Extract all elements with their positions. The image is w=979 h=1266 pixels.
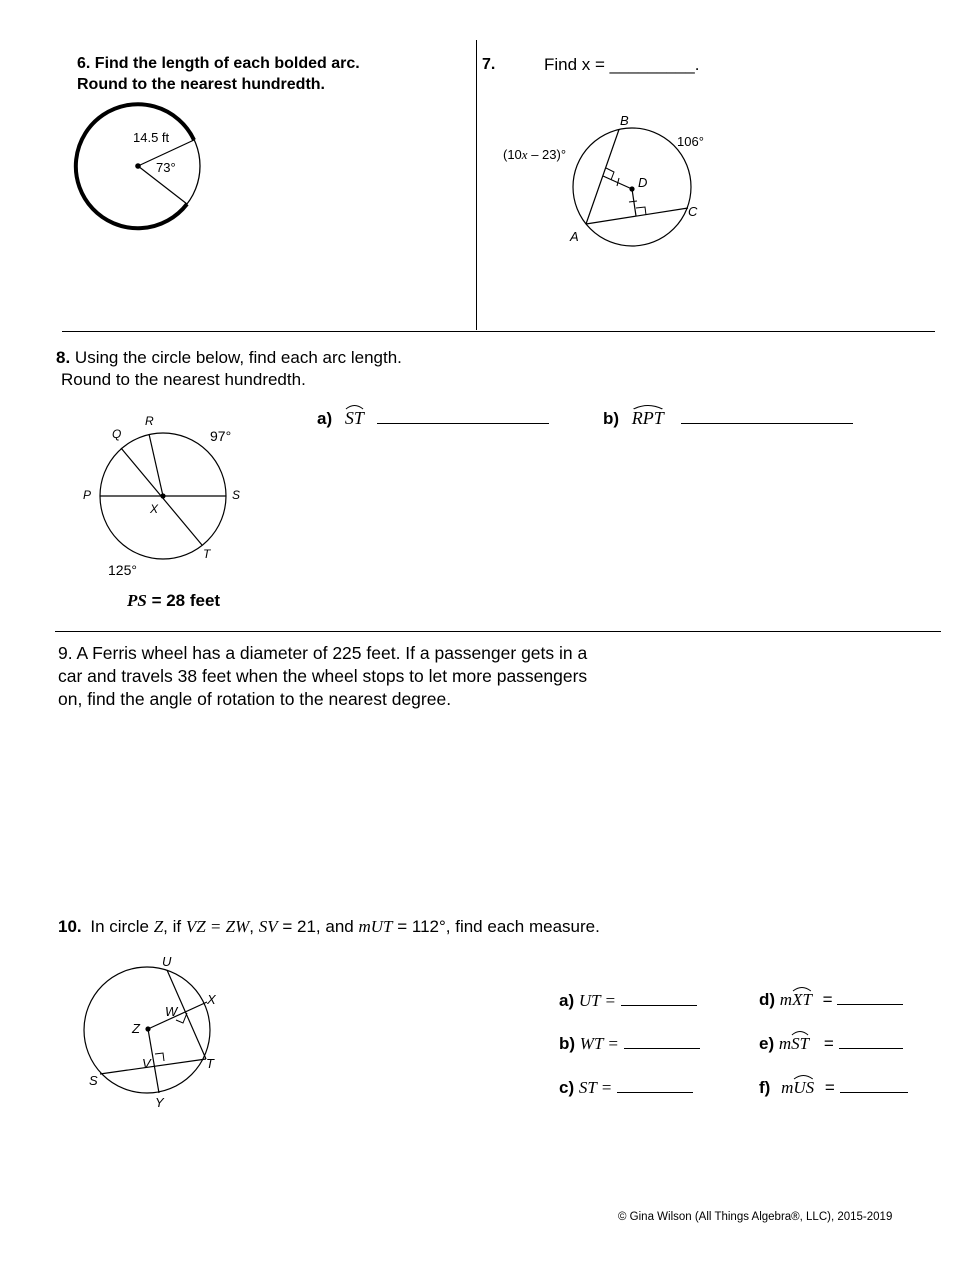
q7-prompt: Find x = _________. [544, 55, 700, 74]
q10-part-a [559, 991, 697, 1011]
q7-point-a: A [570, 229, 579, 244]
q10-label-v: V [142, 1056, 151, 1071]
q10-circle-diagram [80, 950, 230, 1115]
q10-part-f-answer-blank[interactable] [840, 1092, 908, 1093]
q10-part-d-m: m [779, 990, 793, 1009]
q7-tick-2 [629, 201, 637, 202]
q7-point-b: B [620, 113, 629, 128]
q7-circle-diagram [495, 110, 725, 250]
q8-part-b-answer-blank[interactable] [681, 423, 853, 424]
q7-point-c: C [688, 204, 698, 219]
q7-chord-ab [586, 130, 619, 225]
q8-part-b [603, 408, 853, 429]
q7-right-angle-2 [636, 207, 646, 215]
q10-part-b [559, 1034, 700, 1054]
q10-part-f [759, 1078, 908, 1098]
footer-copyright: © Gina Wilson (All Things Algebra®, LLC), 2015-2019 [618, 1211, 893, 1223]
q8-prompt-line1 [56, 348, 402, 368]
q10-segment-zx [148, 1002, 207, 1029]
q9-line3: on, find the angle of rotation to the nearest degree. [58, 689, 452, 709]
q8-label-125: 125° [108, 562, 137, 578]
q8-part-b-arc [632, 408, 664, 429]
q10-part-d-eq: = [822, 990, 833, 1009]
q7-number: 7. [482, 56, 496, 73]
q10-eq1: VZ = ZW [185, 917, 250, 936]
q6-heading-line1: 6. Find the length of each bolded arc. [77, 55, 360, 72]
q8-part-a-label: a) [317, 409, 333, 428]
q10-right-angle-v [155, 1053, 164, 1061]
q10-prompt-if: , if [163, 917, 182, 936]
q10-label-s: S [89, 1073, 98, 1088]
q10-part-e-arc-text: ST [791, 1034, 810, 1053]
q9-text [58, 642, 698, 711]
q10-eq2-var: SV [258, 917, 278, 936]
q10-part-d-label: d) [759, 990, 776, 1009]
q8-part-a-answer-blank[interactable] [377, 423, 549, 424]
q10-part-e-label: e) [759, 1034, 775, 1053]
q8-center-dot [160, 493, 165, 498]
q10-part-d-answer-blank[interactable] [837, 1004, 903, 1005]
q6-center-dot [135, 163, 141, 169]
q8-prompt-line2: Round to the nearest hundredth. [61, 370, 306, 389]
q8-label-p: P [83, 488, 92, 502]
q10-number: 10. [58, 917, 82, 936]
divider-top [62, 331, 935, 332]
q9-number: 9. [58, 643, 73, 663]
q10-prompt-pre: In circle [90, 917, 149, 936]
q8-label-r: R [145, 414, 154, 428]
q6-bold-arc [76, 104, 194, 228]
q8-ps-var: PS [127, 591, 147, 610]
q8-label-q: Q [112, 427, 122, 441]
q6-angle-label: 73° [156, 160, 176, 175]
q10-part-b-expr: WT = [579, 1034, 619, 1053]
q10-part-f-arc-text: US [793, 1078, 815, 1097]
q10-label-w: W [165, 1004, 178, 1019]
q10-part-e-arc [791, 1034, 809, 1054]
q10-part-a-expr: UT = [578, 991, 617, 1010]
q6-heading-line2: Round to the nearest hundredth. [77, 76, 325, 93]
q8-number: 8. [56, 348, 71, 367]
q8-ps-value: = 28 feet [151, 591, 221, 610]
q10-part-d-arc [792, 990, 812, 1010]
q9-line1 [58, 642, 698, 665]
arc-symbol-icon [792, 984, 812, 992]
q10-part-d-arc-text: XT [792, 990, 812, 1009]
q10-eq3-val: = 112°, find each measure. [397, 917, 600, 936]
q8-label-t: T [203, 547, 211, 561]
q10-part-e-answer-blank[interactable] [839, 1048, 903, 1049]
q10-part-d [759, 990, 903, 1010]
q8-label-97: 97° [210, 428, 232, 444]
q10-center-dot [145, 1026, 150, 1031]
q8-part-a [317, 408, 549, 429]
q10-right-angle-w [176, 1013, 187, 1023]
q8-label-s: S [232, 488, 241, 502]
q10-part-e-eq: = [823, 1034, 834, 1053]
q10-part-f-m: m [781, 1078, 794, 1097]
q10-eq3-var: mUT [358, 917, 393, 936]
arc-symbol-icon [632, 402, 664, 410]
arc-symbol-icon [793, 1072, 814, 1080]
q7-label-expr: (10x – 23)° [503, 147, 567, 162]
q8-prompt-text1: Using the circle below, find each arc length. [74, 348, 402, 367]
q10-label-u: U [162, 954, 172, 969]
q10-label-x: X [207, 992, 216, 1007]
q10-part-f-eq: = [824, 1078, 835, 1097]
q10-part-e-m: m [778, 1034, 792, 1053]
q8-label-x: X [150, 502, 159, 516]
q7-chord-ac [586, 208, 688, 224]
q10-part-c [559, 1078, 693, 1098]
q8-given [127, 591, 220, 611]
q10-label-t: T [206, 1056, 214, 1071]
q10-label-y: Y [155, 1095, 164, 1110]
q10-part-a-label: a) [559, 991, 575, 1010]
q7-point-d: D [638, 175, 648, 190]
q10-part-c-answer-blank[interactable] [617, 1092, 693, 1093]
q10-part-f-label: f) [759, 1078, 771, 1097]
arc-symbol-icon [791, 1028, 809, 1036]
arc-symbol-icon [345, 402, 364, 410]
q7-center-dot [629, 186, 634, 191]
q8-circle-diagram [75, 405, 275, 585]
q8-part-b-arc-text: RPT [631, 408, 664, 428]
q10-circle-var: Z [153, 917, 164, 936]
q10-part-b-answer-blank[interactable] [624, 1048, 700, 1049]
q8-part-b-label: b) [603, 409, 620, 428]
divider-vertical [476, 40, 477, 330]
q10-sep1: , [249, 917, 255, 936]
q10-prompt [58, 917, 600, 937]
divider-middle [55, 631, 941, 632]
q10-part-b-label: b) [559, 1034, 576, 1053]
q10-part-f-arc [793, 1078, 814, 1098]
q9-line2: car and travels 38 feet when the wheel stops to let more passengers [58, 666, 588, 686]
q9-line1-text: A Ferris wheel has a diameter of 225 feet. If a passenger gets in a [76, 643, 588, 663]
q6-circle-diagram [70, 100, 210, 235]
q8-radius-xr [149, 434, 163, 496]
q8-part-a-arc [345, 408, 364, 429]
q8-part-a-arc-text: ST [344, 408, 364, 428]
q7-label-angle: 106° [677, 134, 704, 149]
q10-part-c-expr: ST = [578, 1078, 613, 1097]
q10-part-c-label: c) [559, 1078, 575, 1097]
q7-segment-d-ac [632, 189, 636, 216]
q10-part-e [759, 1034, 903, 1054]
q6-radius-label: 14.5 ft [133, 130, 170, 145]
q10-eq2-val: = 21, and [282, 917, 354, 936]
q10-part-a-answer-blank[interactable] [621, 1005, 697, 1006]
q10-label-z: Z [132, 1021, 140, 1036]
